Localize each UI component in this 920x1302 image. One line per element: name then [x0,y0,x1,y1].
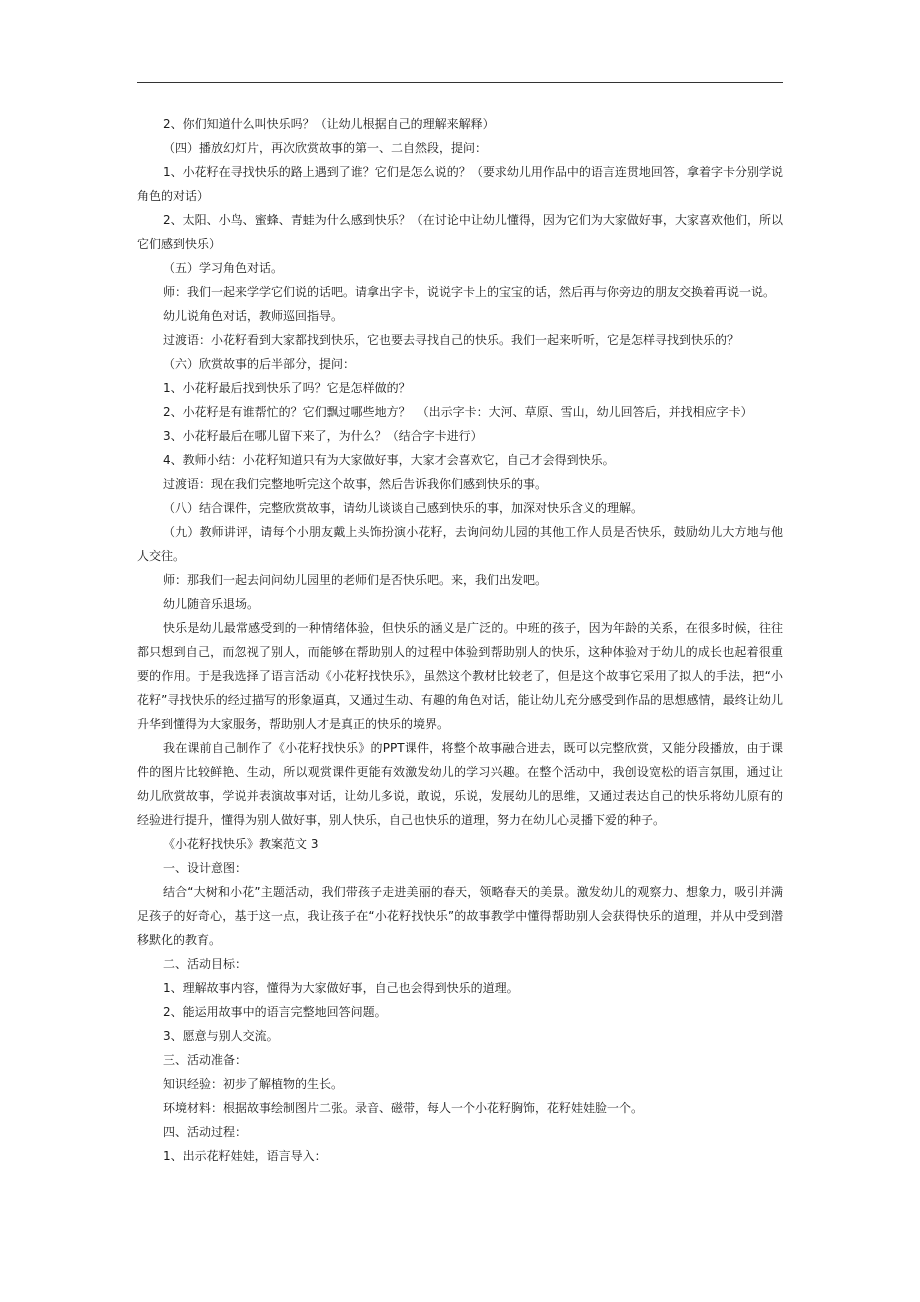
header-rule [137,82,783,83]
section-heading: （九）教师讲评，请每个小朋友戴上头饰扮演小花籽，去询问幼儿园的其他工作人员是否快乐，鼓励幼儿大方地与他人交往。 [137,525,783,563]
paragraph: 2、太阳、小鸟、蜜蜂、青蛙为什么感到快乐？（在讨论中让幼儿懂得，因为它们为大家做好事，大家喜欢他们，所以它们感到快乐） [137,213,783,251]
paragraph: 3、小花籽最后在哪儿留下来了，为什么？（结合字卡进行） [163,429,483,443]
section-heading: 四、活动过程： [163,1125,248,1139]
section-heading: （五）学习角色对话。 [163,261,284,275]
document-body [137,112,783,1168]
paragraph: 过渡语：小花籽看到大家都找到快乐，它也要去寻找自己的快乐。我们一起来听听，它是怎样寻找到快乐的？ [163,333,740,347]
section-heading: （八）结合课件，完整欣赏故事，请幼儿谈谈自己感到快乐的事，加深对快乐含义的理解。 [163,501,644,515]
paragraph: （四）播放幻灯片，再次欣赏故事的第一、二自然段，提问： [163,141,488,155]
paragraph: 2、能运用故事中的语言完整地回答问题。 [163,1005,387,1019]
paragraph: 1、小花籽最后找到快乐了吗？它是怎样做的？ [163,381,411,395]
paragraph: 1、出示花籽娃娃，语言导入： [163,1149,327,1163]
section-heading: （六）欣赏故事的后半部分，提问： [163,357,356,371]
paragraph: 1、小花籽在寻找快乐的路上遇到了谁？它们是怎么说的？（要求幼儿用作品中的语言连贯地回答，拿着字卡分别学说角色的对话） [137,165,783,203]
paragraph: 2、你们知道什么叫快乐吗？（让幼儿根据自己的理解来解释） [163,117,495,131]
paragraph: 师：我们一起来学学它们说的话吧。请拿出字卡，说说字卡上的宝宝的话，然后再与你旁边的朋友交换着再说一说。 [163,285,776,299]
paragraph: 3、愿意与别人交流。 [163,1029,279,1043]
paragraph: 1、理解故事内容，懂得为大家做好事，自己也会得到快乐的道理。 [163,981,519,995]
paragraph: 4、教师小结：小花籽知道只有为大家做好事，大家才会喜欢它，自己才会得到快乐。 [163,453,615,467]
paragraph: 过渡语：现在我们完整地听完这个故事，然后告诉我你们感到快乐的事。 [163,477,548,491]
paragraph: 2、小花籽是有谁帮忙的？它们飘过哪些地方？ （出示字卡：大河、草原、雪山，幼儿回答后，并找相应字卡） [163,405,753,419]
paragraph: 结合“大树和小花”主题活动，我们带孩子走进美丽的春天，领略春天的美景。激发幼儿的观察力、想象力，吸引并满足孩子的好奇心，基于这一点，我让孩子在“小花籽找快乐”的故事教学中懂得帮助别人会获得快乐的道理，并从中受到潜移默化的教育。 [137,885,783,947]
section-heading: 二、活动目标： [163,957,248,971]
paragraph: 师：那我们一起去问问幼儿园里的老师们是否快乐吧。来，我们出发吧。 [163,573,548,587]
paragraph: 环境材料：根据故事绘制图片二张。录音、磁带，每人一个小花籽胸饰，花籽娃娃脸一个。 [163,1101,644,1115]
paragraph: 幼儿随音乐退场。 [163,597,260,611]
paragraph: 知识经验：初步了解植物的生长。 [163,1077,344,1091]
section-heading: 三、活动准备： [163,1053,248,1067]
document-title: 《小花籽找快乐》教案范文 3 [163,837,319,851]
section-heading: 一、设计意图： [163,861,248,875]
paragraph: 幼儿说角色对话，教师巡回指导。 [163,309,344,323]
paragraph: 快乐是幼儿最常感受到的一种情绪体验，但快乐的涵义是广泛的。中班的孩子，因为年龄的关系，在很多时候，往往都只想到自己，而忽视了别人，而能够在帮助别人的过程中体验到帮助别人的快乐，这种体验对于幼儿的成长也起着很重要的作用。于是我选择了语言活动《小花籽找快乐》，虽然这个教材比较老了，但是这个故事它采用了拟人的手法，把“小花籽”寻找快乐的经过描写的形象逼真，又通过生动、有趣的角色对话，能让幼儿充分感受到作品的思想感情，最终让幼儿升华到懂得为大家服务，帮助别人才是真正的快乐的境界。 [137,621,783,731]
paragraph: 我在课前自己制作了《小花籽找快乐》的PPT课件，将整个故事融合进去，既可以完整欣赏，又能分段播放，由于课件的图片比较鲜艳、生动，所以观赏课件更能有效激发幼儿的学习兴趣。在整个活动中，我创设宽松的语言氛围，通过让幼儿欣赏故事，学说并表演故事对话，让幼儿多说，敢说，乐说，发展幼儿的思维，又通过表达自己的快乐将幼儿原有的经验进行提升，懂得为别人做好事，别人快乐，自己也快乐的道理，努力在幼儿心灵播下爱的种子。 [137,741,783,827]
